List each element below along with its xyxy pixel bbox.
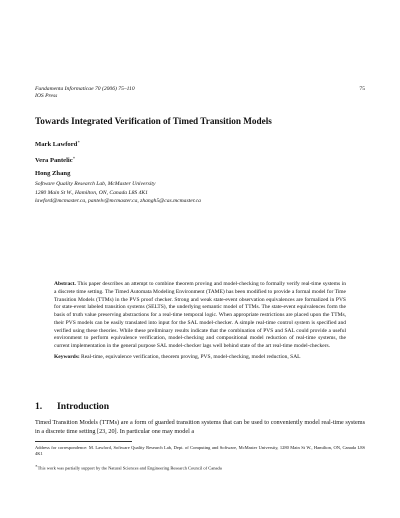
affiliation-address: 1280 Main St W., Hamilton, ON, Canada L8S 4K1	[35, 189, 148, 196]
keywords	[54, 354, 346, 362]
footnote-correspondence: Address for correspondence: M. Lawford, Software Quality Research Lab, Dept. of Computing and Software, McMaster University, 1280 Main St W., Hamilton, ON, Canada L8S 4K1	[35, 445, 365, 456]
author-name: Vera Pantelic	[35, 157, 73, 165]
abstract-label: Abstract.	[54, 281, 76, 287]
author-name: Hong Zhang	[35, 170, 71, 178]
author-footnote-mark: ∗	[72, 155, 76, 160]
affiliation-lab: Software Quality Research Lab, McMaster University	[35, 181, 156, 187]
keywords-label: Keywords:	[54, 354, 80, 360]
publisher-line: IOS Press	[35, 93, 58, 100]
author-1	[35, 139, 80, 148]
keywords-text: Real-time, equivalence verification, theorem proving, PVS, model-checking, model reduction, SAL	[81, 354, 301, 360]
author-name: Mark Lawford	[35, 141, 78, 149]
affiliation-block	[35, 180, 365, 206]
abstract	[54, 281, 346, 351]
author-2	[35, 155, 75, 164]
author-emails: lawford@mcmaster.ca, pantelv@mcmaster.ca, zhangh5@cas.mcmaster.ca	[35, 198, 201, 205]
footnote-divider	[35, 441, 132, 442]
footnote-support-text: This work was partially support by the Natural Sciences and Engineering Research Council of Canada	[37, 465, 222, 471]
section-title: Introduction	[57, 401, 110, 412]
footnote-support	[35, 463, 365, 472]
footnote-mark: ∗	[35, 464, 38, 468]
section-heading	[35, 401, 109, 412]
page-number: 75	[359, 86, 365, 92]
journal-line: Fundamenta Informaticae 70 (2006) 75–110	[35, 86, 135, 92]
abstract-text: This paper describes an attempt to combine theorem proving and model-checking to formally verify real-time systems in a discrete time setting. The Timed Automata Modeling Environment (TAME) has been modified to provide a formal model for Time Transition Models (TTMs) in the PVS proof checker. Strong and weak state-event observation equivalences are formalized in PVS for state-event labeled transition systems (SELTS), the underlying semantic model of TTMs. The state-event equivalences form the basis of truth value preserving abstractions for a real-time temporal logic. When appropriate restrictions are placed upon the TTMs, their PVS models can be easily translated into input for the SAL model-checker. A simple real-time control system is specified and verified using these theories. While these preliminary results indicate that the combination of PVS and SAL could provide a useful environment to perform equivalence verification, model-checking and compositional model reduction of real-time systems, the current implementation in the general purpose SAL model-checker lags well behind state of the art real-time model-checkers.	[54, 281, 346, 349]
author-3	[35, 168, 70, 177]
author-footnote-mark: ∗	[77, 139, 81, 144]
intro-paragraph: Timed Transition Models (TTMs) are a form of guarded transition systems that can be used to conveniently model real-time systems in a discrete time setting [23, 20]. In particular one may model a	[35, 419, 365, 435]
running-header	[35, 86, 365, 100]
section-number: 1.	[35, 401, 43, 412]
paper-title: Towards Integrated Verification of Timed Transition Models	[35, 116, 272, 126]
